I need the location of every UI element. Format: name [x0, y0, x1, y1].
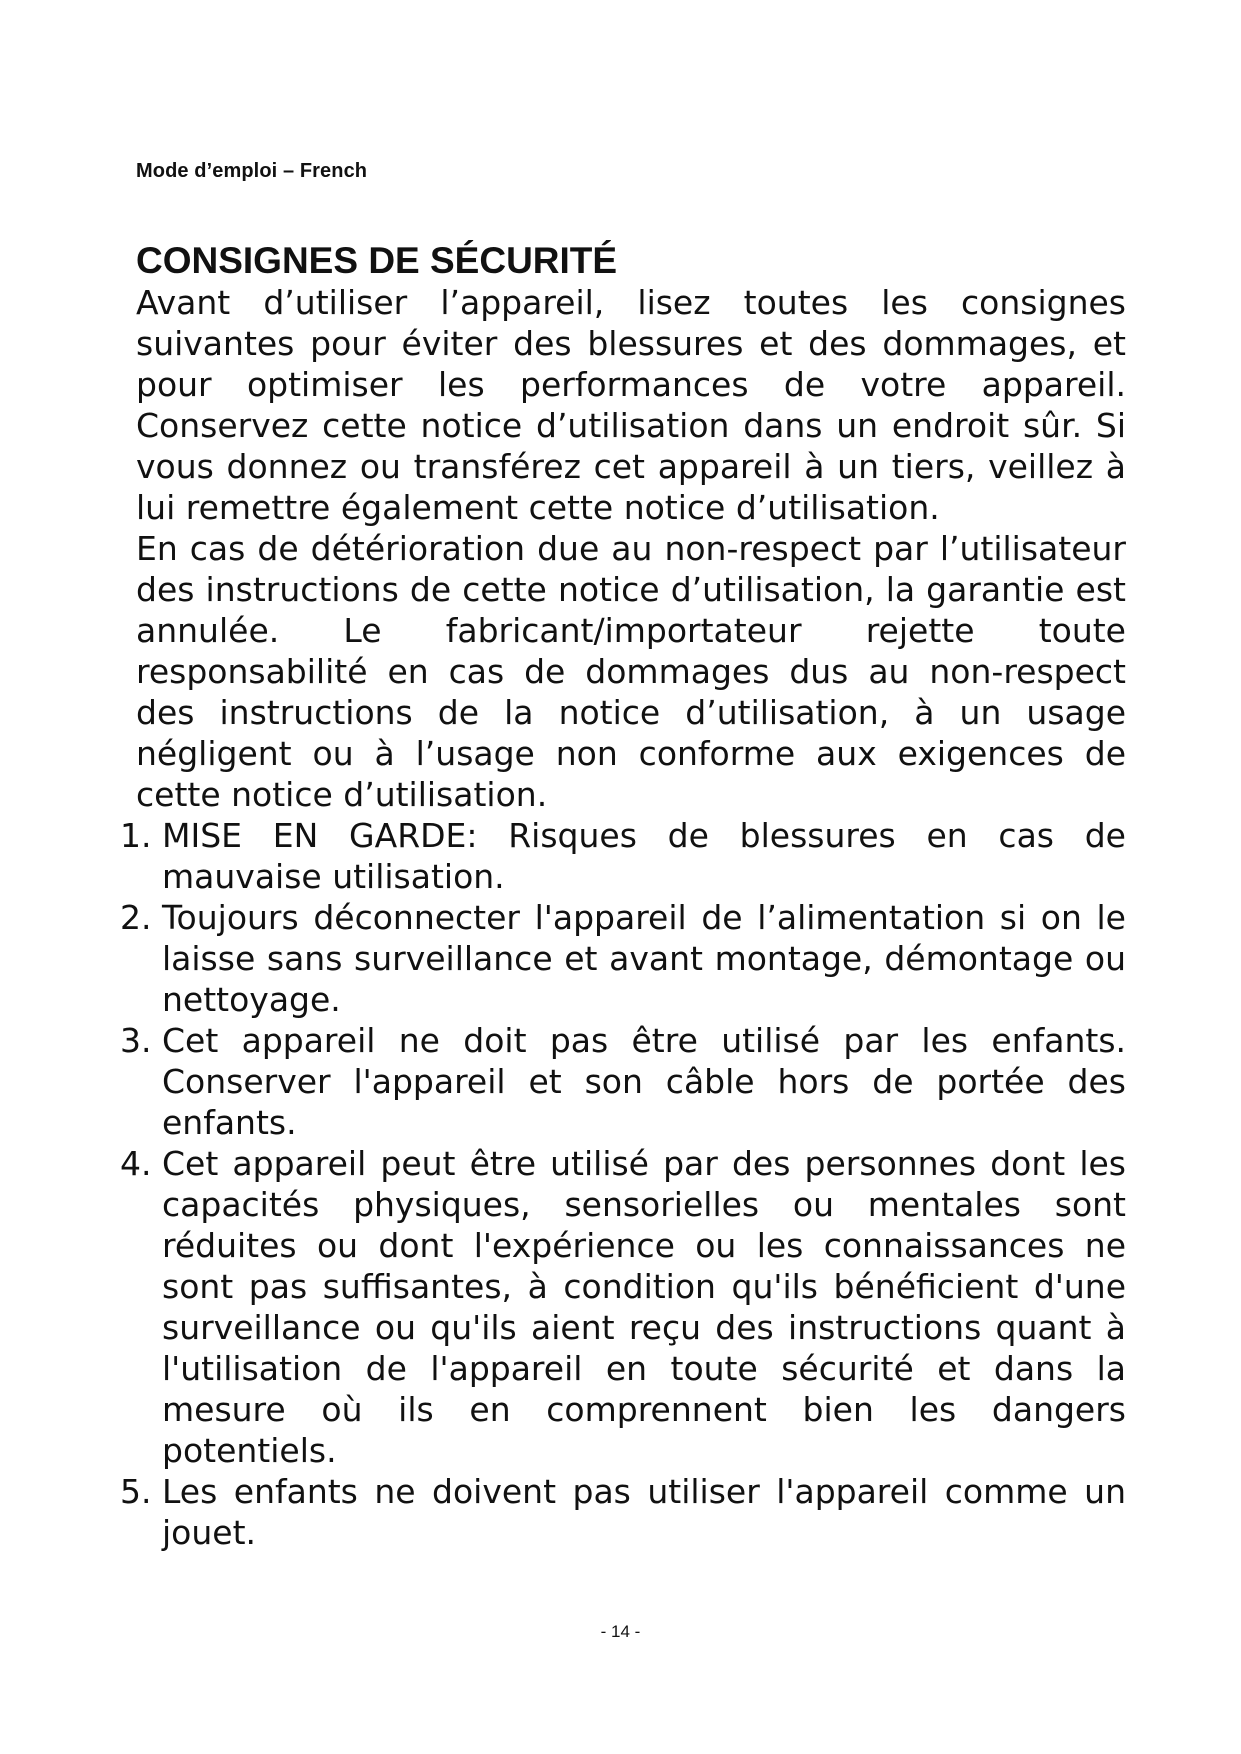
- safety-rule: [120, 1471, 1126, 1553]
- safety-rule: [120, 1020, 1126, 1143]
- page-number: - 14 -: [600, 1622, 641, 1641]
- safety-rule: [120, 1143, 1126, 1471]
- rule-number: 3.: [120, 1021, 152, 1060]
- intro-paragraph: Avant d’utiliser l’appareil, lisez toutes les consignes suivantes pour éviter des blessures et des dommages, et pour optimiser les performances de votre appareil. Conservez cette notice d’utilisation dans un endroit sûr. Si vous donnez ou transférez cet appareil à un tiers, veillez à lui remettre également cette notice d’utilisation.: [136, 283, 1126, 527]
- rule-number: 1.: [120, 816, 152, 855]
- safety-rules-list: [120, 815, 1126, 1553]
- safety-section: [120, 240, 1126, 1553]
- rule-text: Les enfants ne doivent pas utiliser l'appareil comme un jouet.: [162, 1472, 1126, 1552]
- section-title: CONSIGNES DE SÉCURITÉ: [136, 240, 618, 281]
- safety-rule: [120, 815, 1126, 897]
- safety-rule: [120, 897, 1126, 1020]
- rule-text: MISE EN GARDE: Risques de blessures en cas de mauvaise utilisation.: [162, 816, 1126, 896]
- warranty-paragraph: En cas de détérioration due au non-respect par l’utilisateur des instructions de cette notice d’utilisation, la garantie est annulée. Le fabricant/importateur rejette toute responsabilité en cas de dommages dus au non-respect des instructions de la notice d’utilisation, à un usage négligent ou à l’usage non conforme aux exigences de cette notice d’utilisation.: [136, 529, 1126, 814]
- rule-number: 4.: [120, 1144, 152, 1183]
- rule-number: 5.: [120, 1472, 152, 1511]
- rule-number: 2.: [120, 898, 152, 937]
- running-header: Mode d’emploi – French: [136, 160, 368, 182]
- rule-text: Cet appareil ne doit pas être utilisé par les enfants. Conserver l'appareil et son câble hors de portée des enfants.: [162, 1021, 1126, 1142]
- rule-text: Toujours déconnecter l'appareil de l’alimentation si on le laisse sans surveillance et avant montage, démontage ou nettoyage.: [162, 898, 1126, 1019]
- rule-text: Cet appareil peut être utilisé par des personnes dont les capacités physiques, sensorielles ou mentales sont réduites ou dont l'expérience ou les connaissances ne sont pas suffisantes, à condition qu'ils bénéficient d'une surveillance ou qu'ils aient reçu des instructions quant à l'utilisation de l'appareil en toute sécurité et dans la mesure où ils en comprennent bien les dangers potentiels.: [162, 1144, 1126, 1470]
